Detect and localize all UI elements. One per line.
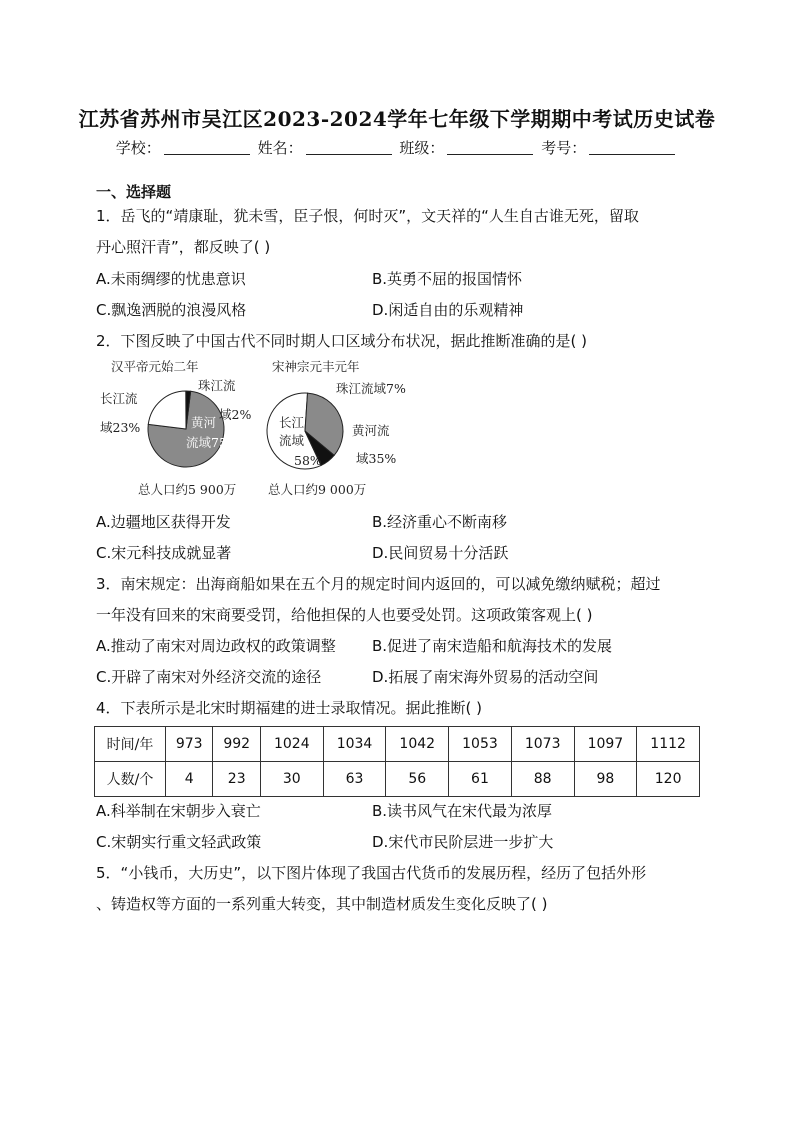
q1-option-c[interactable]: C.飘逸洒脱的浪漫风格 bbox=[96, 301, 247, 319]
pie2-label-yellow-2: 域35% bbox=[356, 451, 397, 466]
pie2-title: 宋神宗元丰元年 bbox=[272, 359, 360, 374]
jinshi-table bbox=[94, 726, 700, 797]
pie1-label-yangtze-2: 域23% bbox=[100, 420, 141, 435]
table-cell: 1053 bbox=[449, 727, 512, 762]
table-cell: 1073 bbox=[511, 727, 574, 762]
q1-option-b[interactable]: B.英勇不屈的报国情怀 bbox=[372, 270, 523, 288]
q3-stem-line-2: 一年没有回来的宋商要受罚，给他担保的人也要受处罚。这项政策客观上( ) bbox=[96, 606, 593, 624]
exam-number-blank[interactable] bbox=[589, 140, 675, 155]
pie1-label-pearl-2: 域2% bbox=[219, 407, 252, 422]
table-header-row bbox=[95, 727, 700, 762]
q3-stem-line-1: 3．南宋规定：出海商船如果在五个月的规定时间内返回的，可以减免缴纳赋税；超过 bbox=[96, 575, 661, 593]
q2-stem: 2．下图反映了中国古代不同时期人口区域分布状况，据此推断准确的是( ) bbox=[96, 332, 588, 350]
q1-stem-line-2: 丹心照汗青”，都反映了( ) bbox=[96, 238, 271, 256]
table-cell: 1097 bbox=[574, 727, 637, 762]
pie2-label-yangtze-3: 58% bbox=[294, 453, 322, 468]
pie1-label-pearl-1: 珠江流 bbox=[198, 378, 236, 393]
table-cell: 4 bbox=[166, 762, 213, 797]
q4-option-a[interactable]: A.科举制在宋朝步入衰亡 bbox=[96, 802, 261, 820]
q3-option-a[interactable]: A.推动了南宋对周边政权的政策调整 bbox=[96, 637, 336, 655]
pie2-label-yangtze-1: 长江 bbox=[279, 415, 305, 430]
q3-option-b[interactable]: B.促进了南宋造船和航海技术的发展 bbox=[372, 637, 613, 655]
pie1-label-yellow-2: 流域75% bbox=[186, 435, 239, 450]
q2-option-a[interactable]: A.边疆地区获得开发 bbox=[96, 513, 231, 531]
table-cell: 30 bbox=[260, 762, 323, 797]
name-label: 姓名： bbox=[257, 139, 303, 157]
table-cell: 61 bbox=[449, 762, 512, 797]
q4-option-d[interactable]: D.宋代市民阶层进一步扩大 bbox=[372, 833, 554, 851]
student-info bbox=[0, 137, 794, 158]
table-cell: 1112 bbox=[637, 727, 700, 762]
q1-option-d[interactable]: D.闲适自由的乐观精神 bbox=[372, 301, 524, 319]
q4-stem: 4．下表所示是北宋时期福建的进士录取情况。据此推断( ) bbox=[96, 699, 483, 717]
school-label: 学校： bbox=[115, 139, 161, 157]
table-cell: 98 bbox=[574, 762, 637, 797]
population-pie-charts bbox=[96, 357, 406, 505]
q1-stem-line-1: 1．岳飞的“靖康耻，犹未雪，臣子恨，何时灭”，文天祥的“人生自古谁无死，留取 bbox=[96, 207, 639, 225]
q3-option-c[interactable]: C.开辟了南宋对外经济交流的途径 bbox=[96, 668, 322, 686]
pie1-label-yellow-1: 黄河 bbox=[191, 415, 217, 430]
q5-stem-line-1: 5．“小钱币，大历史”，以下图片体现了我国古代货币的发展历程，经历了包括外形 bbox=[96, 864, 647, 882]
table-cell: 63 bbox=[323, 762, 386, 797]
q4-option-c[interactable]: C.宋朝实行重文轻武政策 bbox=[96, 833, 262, 851]
pie-slice-yangtze bbox=[148, 391, 186, 429]
table-cell: 56 bbox=[386, 762, 449, 797]
class-blank[interactable] bbox=[447, 140, 533, 155]
class-label: 班级： bbox=[399, 139, 445, 157]
table-row bbox=[95, 762, 700, 797]
pie1-label-yangtze-1: 长江流 bbox=[100, 391, 138, 406]
q4-option-b[interactable]: B.读书风气在宋代最为浓厚 bbox=[372, 802, 553, 820]
q2-option-c[interactable]: C.宋元科技成就显著 bbox=[96, 544, 232, 562]
school-blank[interactable] bbox=[164, 140, 250, 155]
table-cell: 88 bbox=[511, 762, 574, 797]
pie2-label-pearl: 珠江流域7% bbox=[336, 381, 406, 396]
table-cell: 1024 bbox=[260, 727, 323, 762]
table-cell: 120 bbox=[637, 762, 700, 797]
q5-stem-line-2: 、铸造权等方面的一系列重大转变，其中制造材质发生变化反映了( ) bbox=[96, 895, 548, 913]
section-heading: 一、选择题 bbox=[96, 183, 172, 201]
pie1-title: 汉平帝元始二年 bbox=[111, 359, 199, 374]
table-cell: 23 bbox=[213, 762, 260, 797]
q1-option-a[interactable]: A.未雨绸缪的忧患意识 bbox=[96, 270, 246, 288]
table-cell: 1034 bbox=[323, 727, 386, 762]
exam-number-label: 考号： bbox=[541, 139, 587, 157]
pie2-label-yellow-1: 黄河流 bbox=[352, 423, 390, 438]
table-cell: 973 bbox=[166, 727, 213, 762]
q2-option-b[interactable]: B.经济重心不断南移 bbox=[372, 513, 508, 531]
q2-option-d[interactable]: D.民间贸易十分活跃 bbox=[372, 544, 509, 562]
table-cell: 992 bbox=[213, 727, 260, 762]
name-blank[interactable] bbox=[306, 140, 392, 155]
pie2-label-yangtze-2: 流域 bbox=[279, 433, 305, 448]
table-cell: 时间/年 bbox=[95, 727, 166, 762]
pie1-total: 总人口约5 900万 bbox=[138, 482, 237, 497]
exam-title: 江苏省苏州市吴江区2023-2024学年七年级下学期期中考试历史试卷 bbox=[78, 107, 716, 131]
q3-option-d[interactable]: D.拓展了南宋海外贸易的活动空间 bbox=[372, 668, 599, 686]
pie2-total: 总人口约9 000万 bbox=[268, 482, 367, 497]
table-cell: 人数/个 bbox=[95, 762, 166, 797]
table-cell: 1042 bbox=[386, 727, 449, 762]
